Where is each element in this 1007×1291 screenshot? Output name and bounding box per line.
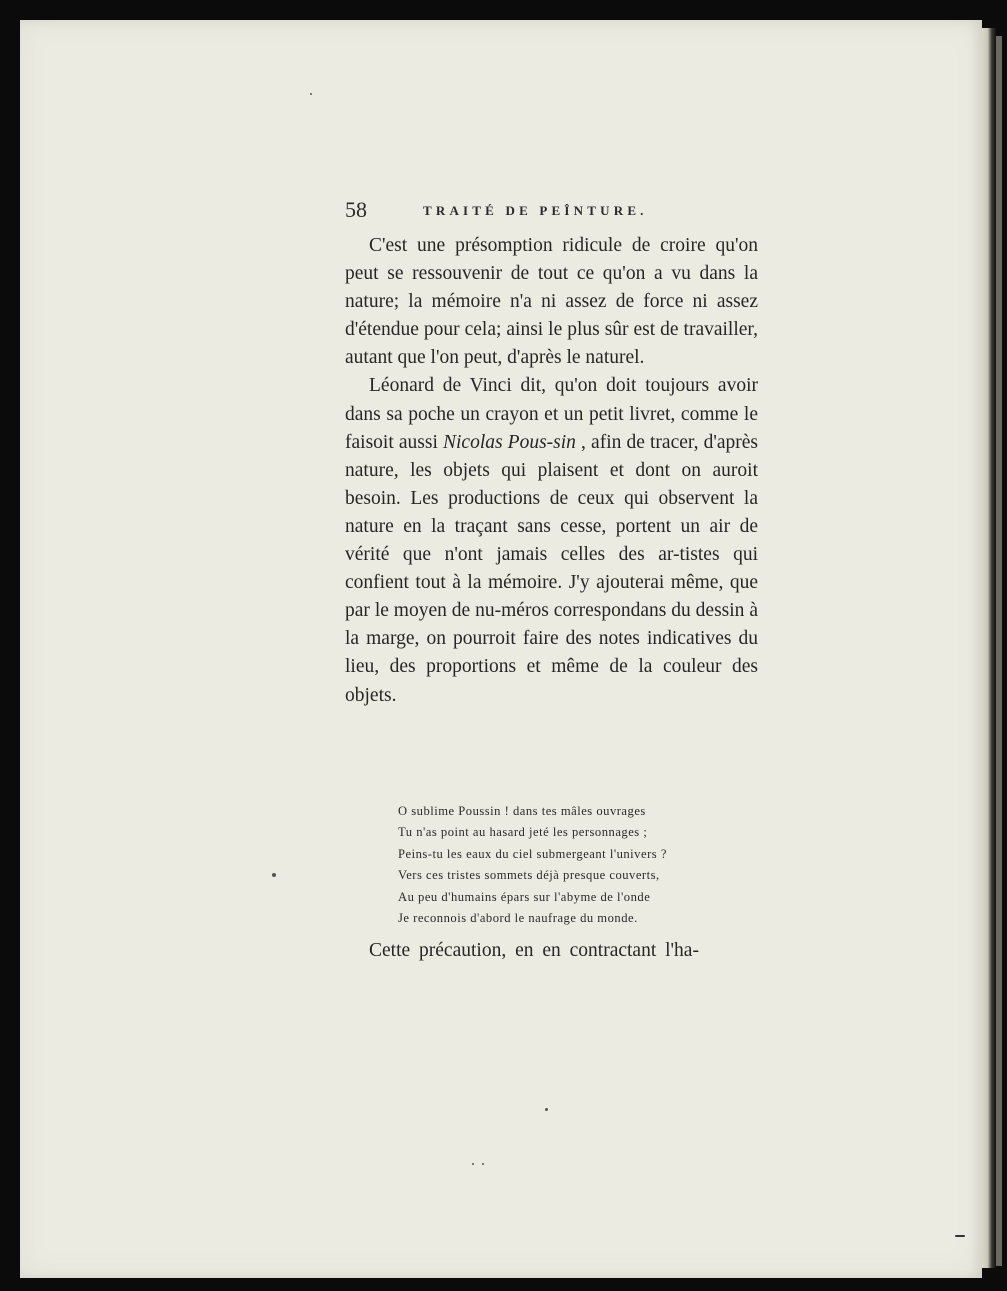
paragraph-1-text: C'est une présomption ridicule de croire qu'on peut se ressouvenir de tout ce qu'on a vu dans la nature; la mémoire n'a ni assez de force ni assez d'étendue pour cela; ainsi le plus sûr est de travailler, autant que l'on peut, d'après le naturel. [345,235,758,369]
running-title: TRAITÉ DE PEÎNTURE. [423,203,648,218]
verse-line: Tu n'as point au hasard jeté les personnages ; [398,825,648,840]
paragraph-2 [345,372,758,709]
paper-speck [272,873,276,877]
continuation-line: Cette précaution, en en contractant l'ha- [369,940,699,961]
page-edge-shadow [996,36,1002,1266]
paper-speck [955,1235,965,1237]
verse-line: Peins-tu les eaux du ciel submergeant l'univers ? [398,846,667,861]
verse-quotation [398,801,728,929]
page-header [345,197,765,225]
page-number: 58 [345,197,367,222]
paper-speck [472,1163,474,1165]
paper-speck [310,93,312,95]
paragraph-2-text-end: , afin de tracer, d'après nature, les objets qui plaisent et dont on auroit besoin. Les productions de ceux qui observent la nature en la traçant sans cesse, portent un air de vérité que n'ont jamais celles des ar-tistes qui confient tout à la mémoire. J'y ajouterai même, que par le moyen de nu-méros correspondans du dessin à la marge, on pourroit faire des notes indicatives du lieu, des proportions et même de la couleur des objets. [345,431,758,706]
verse-line: Au peu d'humains épars sur l'abyme de l'onde [398,889,651,904]
verse-line: Vers ces tristes sommets déjà presque couverts, [398,868,660,883]
paragraph-2-text-start: Léonard de Vinci dit, qu'on doit toujours avoir dans sa poche un crayon et un petit livret, comme le faisoit aussi [345,375,758,453]
page-edge [982,28,996,1268]
italic-name: Nicolas Pous-sin [442,431,576,453]
body-text [345,232,758,710]
verse-line: O sublime Poussin ! dans tes mâles ouvrages [398,804,646,818]
paper-speck [482,1163,484,1165]
paragraph-1 [345,232,758,372]
verse-line: Je reconnois d'abord le naufrage du monde. [398,911,638,926]
paper-speck [545,1108,548,1111]
